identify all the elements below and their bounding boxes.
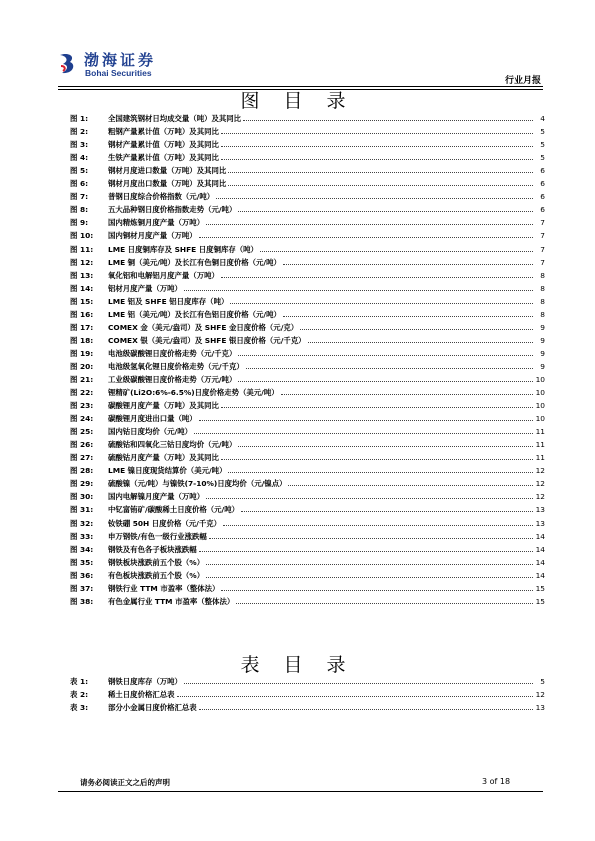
figure-toc-entry[interactable] xyxy=(70,332,545,345)
toc-dot-leader xyxy=(194,432,533,434)
toc-entry-label: 图 35: xyxy=(70,557,94,567)
toc-entry-title[interactable]: LME 铝及 SHFE 铝日度库存（吨） xyxy=(108,296,229,306)
toc-entry-page[interactable]: 9 xyxy=(540,348,545,358)
tables-heading: 表 目 录 xyxy=(240,654,355,676)
figure-toc-entry[interactable] xyxy=(70,319,545,332)
toc-entry-label: 图 17: xyxy=(70,322,94,332)
toc-dot-leader xyxy=(199,550,533,552)
toc-entry-page[interactable]: 10 xyxy=(535,374,545,384)
toc-entry-page[interactable]: 6 xyxy=(540,192,545,202)
toc-entry-page[interactable]: 14 xyxy=(535,570,545,580)
figure-toc-entry[interactable] xyxy=(70,240,545,253)
toc-dot-leader xyxy=(283,315,533,317)
figure-toc-entry[interactable] xyxy=(70,423,545,436)
toc-entry-label: 图 11: xyxy=(70,244,94,254)
toc-dot-leader xyxy=(260,250,533,252)
toc-entry-label: 图 5: xyxy=(70,166,89,176)
figure-toc-entry[interactable] xyxy=(70,580,545,593)
toc-entry-page[interactable]: 6 xyxy=(540,166,545,176)
toc-entry-title[interactable]: 钢材月度出口数量（万吨）及其同比 xyxy=(108,179,227,189)
figure-toc-entry[interactable] xyxy=(70,201,545,214)
toc-entry-label: 图 16: xyxy=(70,309,94,319)
toc-entry-label: 图 33: xyxy=(70,531,94,541)
toc-dot-leader xyxy=(184,682,533,684)
toc-entry-label: 图 31: xyxy=(70,505,94,515)
toc-dot-leader xyxy=(228,184,533,186)
toc-dot-leader xyxy=(209,537,533,539)
figure-toc-entry[interactable] xyxy=(70,501,545,514)
toc-entry-label: 图 36: xyxy=(70,570,94,580)
toc-entry-title[interactable]: 钢铁行业 TTM 市盈率（整体法） xyxy=(108,583,220,593)
figure-toc-entry[interactable] xyxy=(70,188,545,201)
toc-entry-page[interactable]: 7 xyxy=(540,257,545,267)
figure-toc-entry[interactable] xyxy=(70,593,545,606)
toc-entry-page[interactable]: 13 xyxy=(535,518,545,528)
toc-entry-label: 图 9: xyxy=(70,218,89,228)
tables-toc-list xyxy=(70,673,545,712)
toc-entry-label: 图 14: xyxy=(70,283,94,293)
toc-entry-page[interactable]: 11 xyxy=(535,427,545,437)
toc-entry-title[interactable]: 氧化铝和电解铝月度产量（万吨） xyxy=(108,270,219,280)
toc-entry-page[interactable]: 12 xyxy=(535,479,545,489)
toc-dot-leader xyxy=(177,695,533,697)
toc-entry-title[interactable]: 钢材产量累计值（万吨）及其同比 xyxy=(108,140,219,150)
brand-name-en: Bohai Securities xyxy=(85,68,152,78)
toc-entry-page[interactable]: 4 xyxy=(540,114,545,124)
toc-entry-page[interactable]: 14 xyxy=(535,531,545,541)
toc-entry-label: 表 3: xyxy=(70,703,89,713)
toc-entry-label: 图 13: xyxy=(70,270,94,280)
toc-dot-leader xyxy=(221,276,533,278)
figure-toc-entry[interactable] xyxy=(70,227,545,240)
toc-entry-label: 图 8: xyxy=(70,205,89,215)
toc-entry-label: 图 4: xyxy=(70,153,89,163)
toc-entry-page[interactable]: 13 xyxy=(535,505,545,515)
toc-entry-title[interactable]: 国内钴日度均价（元/吨） xyxy=(108,427,192,437)
toc-entry-title[interactable]: 中钇富铕矿/碳酸稀土日度价格（元/吨） xyxy=(108,505,240,515)
toc-entry-label: 图 30: xyxy=(70,492,94,502)
toc-entry-title[interactable]: LME 日度铜库存及 SHFE 日度铜库存（吨） xyxy=(108,244,258,254)
toc-entry-page[interactable]: 8 xyxy=(540,296,545,306)
toc-dot-leader xyxy=(223,524,533,526)
toc-entry-title[interactable]: 碳酸锂月度产量（万吨）及其同比 xyxy=(108,401,219,411)
footer-page-number: 3 of 18 xyxy=(482,777,511,786)
toc-entry-page[interactable]: 14 xyxy=(535,557,545,567)
toc-entry-label: 图 1: xyxy=(70,114,89,124)
toc-entry-label: 图 2: xyxy=(70,127,89,137)
toc-dot-leader xyxy=(221,132,533,134)
figure-toc-entry[interactable] xyxy=(70,293,545,306)
toc-entry-label: 图 10: xyxy=(70,231,94,241)
toc-entry-label: 图 23: xyxy=(70,401,94,411)
toc-dot-leader xyxy=(300,328,533,330)
toc-entry-page[interactable]: 12 xyxy=(535,690,545,700)
figure-toc-entry[interactable] xyxy=(70,436,545,449)
toc-entry-label: 图 21: xyxy=(70,374,94,384)
toc-dot-leader xyxy=(246,367,533,369)
toc-entry-page[interactable]: 7 xyxy=(540,231,545,241)
toc-dot-leader xyxy=(230,302,533,304)
toc-entry-title[interactable]: COMEX 银（美元/盎司）及 SHFE 银日度价格（元/千克） xyxy=(108,335,306,345)
toc-dot-leader xyxy=(199,236,533,238)
figure-toc-entry[interactable] xyxy=(70,175,545,188)
toc-dot-leader xyxy=(221,406,533,408)
toc-dot-leader xyxy=(238,210,533,212)
toc-entry-label: 图 27: xyxy=(70,453,94,463)
toc-entry-page[interactable]: 7 xyxy=(540,218,545,228)
toc-entry-page[interactable]: 8 xyxy=(540,309,545,319)
toc-entry-label: 图 29: xyxy=(70,479,94,489)
toc-entry-title[interactable]: 有色板块涨跌前五个股（%） xyxy=(108,570,205,580)
toc-entry-page[interactable]: 10 xyxy=(535,388,545,398)
toc-dot-leader xyxy=(216,197,533,199)
toc-entry-title[interactable]: 五大品种钢日度价格指数走势（元/吨） xyxy=(108,205,237,215)
figure-toc-entry[interactable] xyxy=(70,358,545,371)
toc-entry-page[interactable]: 9 xyxy=(540,361,545,371)
toc-entry-label: 图 25: xyxy=(70,427,94,437)
toc-entry-title[interactable]: 国内铜材月度产量（万吨） xyxy=(108,231,197,241)
toc-entry-title[interactable]: 部分小金属日度价格汇总表 xyxy=(108,703,197,713)
figure-toc-entry[interactable] xyxy=(70,384,545,397)
brand-name-cn: 渤海证券 xyxy=(84,51,157,69)
figure-toc-entry[interactable] xyxy=(70,541,545,554)
toc-dot-leader xyxy=(221,145,533,147)
figure-toc-entry[interactable] xyxy=(70,162,545,175)
figure-toc-entry[interactable] xyxy=(70,345,545,358)
figure-toc-entry[interactable] xyxy=(70,475,545,488)
figure-toc-entry[interactable] xyxy=(70,462,545,475)
toc-entry-page[interactable]: 15 xyxy=(535,596,545,606)
toc-dot-leader xyxy=(238,445,533,447)
toc-entry-label: 图 32: xyxy=(70,518,94,528)
toc-entry-title[interactable]: 生铁产量累计值（万吨）及其同比 xyxy=(108,153,219,163)
figure-toc-entry[interactable] xyxy=(70,410,545,423)
toc-entry-label: 图 22: xyxy=(70,388,94,398)
toc-entry-page[interactable]: 8 xyxy=(540,283,545,293)
toc-entry-title[interactable]: 锂精矿(Li2O:6%-6.5%)日度价格走势（美元/吨） xyxy=(108,388,279,398)
toc-entry-title[interactable]: 硫酸镍（元/吨）与镍铁(7-10%)日度均价（元/镍点） xyxy=(108,479,287,489)
toc-dot-leader xyxy=(221,458,533,460)
toc-entry-page[interactable]: 9 xyxy=(540,322,545,332)
figure-toc-entry[interactable] xyxy=(70,306,545,319)
toc-entry-title[interactable]: 硫酸钴和四氧化三钴日度均价（元/吨） xyxy=(108,440,237,450)
toc-entry-label: 图 26: xyxy=(70,440,94,450)
toc-entry-title[interactable]: 有色金属行业 TTM 市盈率（整体法） xyxy=(108,596,235,606)
figure-toc-entry[interactable] xyxy=(70,449,545,462)
figure-toc-entry[interactable] xyxy=(70,214,545,227)
figure-toc-entry[interactable] xyxy=(70,254,545,267)
toc-entry-title[interactable]: 钢铁日度库存（万吨） xyxy=(108,677,182,687)
toc-entry-page[interactable]: 11 xyxy=(535,453,545,463)
figures-toc-list xyxy=(70,110,545,606)
figure-toc-entry[interactable] xyxy=(70,149,545,162)
figure-toc-entry[interactable] xyxy=(70,371,545,384)
toc-entry-page[interactable]: 12 xyxy=(535,492,545,502)
figure-toc-entry[interactable] xyxy=(70,280,545,293)
toc-dot-leader xyxy=(206,223,533,225)
toc-entry-title[interactable]: 钢铁板块涨跌前五个股（%） xyxy=(108,557,205,567)
toc-entry-title[interactable]: 申万钢铁/有色一级行业涨跌幅 xyxy=(108,531,207,541)
footer-disclaimer: 请务必阅读正文之后的声明 xyxy=(80,778,170,787)
toc-entry-title[interactable]: 粗钢产量累计值（万吨）及其同比 xyxy=(108,127,219,137)
toc-entry-page[interactable]: 6 xyxy=(540,179,545,189)
toc-entry-title[interactable]: 铝材月度产量（万吨） xyxy=(108,283,182,293)
footer-divider xyxy=(58,791,543,792)
toc-entry-title[interactable]: LME 镍日度现货结算价（美元/吨） xyxy=(108,466,227,476)
toc-entry-title[interactable]: COMEX 金（美元/盎司）及 SHFE 金日度价格（元/克） xyxy=(108,322,299,332)
toc-entry-title[interactable]: 普钢日度综合价格指数（元/吨） xyxy=(108,192,215,202)
toc-entry-title[interactable]: 碳酸锂月度进出口量（吨） xyxy=(108,414,197,424)
toc-entry-label: 图 7: xyxy=(70,192,89,202)
toc-dot-leader xyxy=(184,289,533,291)
toc-dot-leader xyxy=(238,380,533,382)
toc-entry-label: 图 19: xyxy=(70,348,94,358)
toc-entry-title[interactable]: 工业级碳酸锂日度价格走势（万元/吨） xyxy=(108,374,237,384)
toc-dot-leader xyxy=(281,393,533,395)
toc-entry-label: 表 1: xyxy=(70,677,89,687)
toc-dot-leader xyxy=(221,589,533,591)
toc-dot-leader xyxy=(199,708,533,710)
toc-entry-label: 图 37: xyxy=(70,583,94,593)
figure-toc-entry[interactable] xyxy=(70,110,545,123)
toc-entry-title[interactable]: 稀土日度价格汇总表 xyxy=(108,690,175,700)
toc-dot-leader xyxy=(236,602,533,604)
toc-dot-leader xyxy=(228,171,533,173)
toc-entry-label: 图 3: xyxy=(70,140,89,150)
report-type-label: 行业月报 xyxy=(504,76,541,86)
toc-dot-leader xyxy=(238,354,533,356)
toc-entry-title[interactable]: 电池级氢氧化锂日度价格走势（元/千克） xyxy=(108,361,244,371)
toc-entry-page[interactable]: 15 xyxy=(535,583,545,593)
figure-toc-entry[interactable] xyxy=(70,567,545,580)
toc-dot-leader xyxy=(308,341,533,343)
figure-toc-entry[interactable] xyxy=(70,267,545,280)
figure-toc-entry[interactable] xyxy=(70,528,545,541)
toc-dot-leader xyxy=(206,576,533,578)
toc-entry-page[interactable]: 10 xyxy=(535,401,545,411)
toc-entry-label: 图 38: xyxy=(70,596,94,606)
toc-dot-leader xyxy=(206,497,533,499)
toc-entry-label: 图 6: xyxy=(70,179,89,189)
toc-entry-page[interactable]: 6 xyxy=(540,205,545,215)
figure-toc-entry[interactable] xyxy=(70,136,545,149)
figure-toc-entry[interactable] xyxy=(70,488,545,501)
toc-entry-page[interactable]: 5 xyxy=(540,127,545,137)
toc-entry-title[interactable]: LME 铝（美元/吨）及长江有色铝日度价格（元/吨） xyxy=(108,309,281,319)
toc-entry-title[interactable]: 钢铁及有色各子板块涨跌幅 xyxy=(108,544,197,554)
toc-entry-page[interactable]: 11 xyxy=(535,440,545,450)
toc-entry-page[interactable]: 9 xyxy=(540,335,545,345)
toc-dot-leader xyxy=(288,484,533,486)
toc-entry-title[interactable]: 钕铁硼 50H 日度价格（元/千克） xyxy=(108,518,222,528)
toc-entry-page[interactable]: 14 xyxy=(535,544,545,554)
toc-entry-label: 图 18: xyxy=(70,335,94,345)
toc-entry-page[interactable]: 5 xyxy=(540,153,545,163)
toc-entry-label: 图 28: xyxy=(70,466,94,476)
figure-toc-entry[interactable] xyxy=(70,514,545,527)
table-toc-entry[interactable] xyxy=(70,699,545,712)
toc-entry-page[interactable]: 5 xyxy=(540,677,545,687)
toc-dot-leader xyxy=(283,263,533,265)
toc-entry-label: 表 2: xyxy=(70,690,89,700)
toc-entry-page[interactable]: 12 xyxy=(535,466,545,476)
toc-entry-title[interactable]: 硫酸钴月度产量（万吨）及其同比 xyxy=(108,453,219,463)
toc-entry-label: 图 24: xyxy=(70,414,94,424)
toc-entry-label: 图 15: xyxy=(70,296,94,306)
toc-entry-page[interactable]: 5 xyxy=(540,140,545,150)
toc-entry-title[interactable]: 钢材月度进口数量（万吨）及其同比 xyxy=(108,166,227,176)
bohai-logo-icon xyxy=(58,52,78,76)
toc-dot-leader xyxy=(241,510,533,512)
page-header xyxy=(58,40,543,86)
toc-dot-leader xyxy=(221,158,533,160)
table-toc-entry[interactable] xyxy=(70,686,545,699)
figure-toc-entry[interactable] xyxy=(70,123,545,136)
toc-entry-label: 图 20: xyxy=(70,361,94,371)
toc-entry-title[interactable]: 电池级碳酸锂日度价格走势（元/千克） xyxy=(108,348,237,358)
toc-entry-label: 图 12: xyxy=(70,257,94,267)
toc-entry-page[interactable]: 13 xyxy=(535,703,545,713)
toc-entry-page[interactable]: 7 xyxy=(540,244,545,254)
toc-dot-leader xyxy=(199,419,533,421)
toc-entry-title[interactable]: 全国建筑钢材日均成交量（吨）及其同比 xyxy=(108,114,242,124)
figure-toc-entry[interactable] xyxy=(70,397,545,410)
table-toc-entry[interactable] xyxy=(70,673,545,686)
toc-entry-title[interactable]: 国内精炼铜月度产量（万吨） xyxy=(108,218,205,228)
toc-entry-page[interactable]: 8 xyxy=(540,270,545,280)
toc-entry-label: 图 34: xyxy=(70,544,94,554)
toc-entry-page[interactable]: 10 xyxy=(535,414,545,424)
toc-dot-leader xyxy=(228,471,533,473)
toc-dot-leader xyxy=(206,563,533,565)
toc-entry-title[interactable]: LME 铜（美元/吨）及长江有色铜日度价格（元/吨） xyxy=(108,257,281,267)
figure-toc-entry[interactable] xyxy=(70,554,545,567)
toc-entry-title[interactable]: 国内电解镍月度产量（万吨） xyxy=(108,492,205,502)
figures-heading: 图 目 录 xyxy=(240,90,355,112)
toc-dot-leader xyxy=(243,119,533,121)
